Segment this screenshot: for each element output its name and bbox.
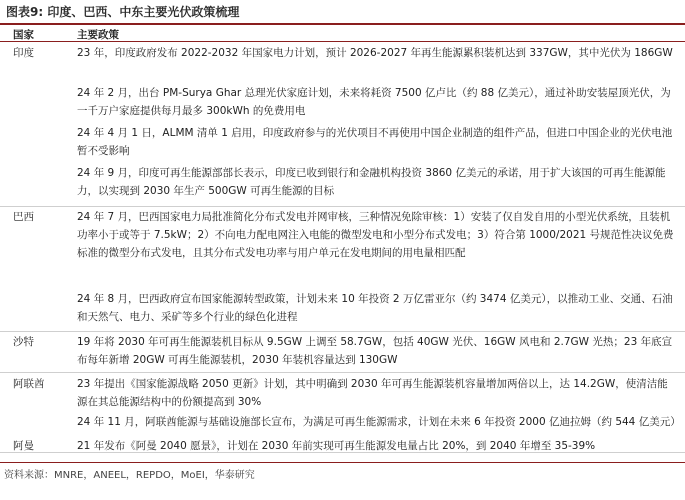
country-oman: 阿曼	[13, 440, 34, 452]
header-country: 国家	[13, 29, 34, 41]
policy-india-1: 23 年，印度政府发布 2022-2032 年国家电力计划，预计 2026-2027 年再生能源累积装机达到 337GW，其中光伏为 186GW	[77, 47, 673, 59]
policy-india-4: 24 年 9 月，印度可再生能源部部长表示，印度已收到银行和金融机构投资 3860 亿美元的承诺，用于扩大该国的可再生能源能力，以实现到 2030 年生产 500GW 可再生能源的目标	[77, 167, 666, 197]
policy-oman-1: 21 年发布《阿曼 2040 愿景》，计划在 2030 年前实现可再生能源发电量占比 20%，到 2040 年增至 35-39%	[77, 440, 596, 452]
figure-title: 图表9: 印度、巴西、中东主要光伏政策梳理	[6, 5, 240, 19]
row-separator	[0, 331, 685, 332]
country-brazil: 巴西	[13, 211, 34, 223]
policy-india-3: 24 年 4 月 1 日，ALMM 清单 1 启用，印度政府参与的光伏项目不再使用中国企业制造的组件产品，但进口中国企业的光伏电池暂不受影响	[77, 127, 673, 157]
country-india: 印度	[13, 47, 34, 59]
country-saudi: 沙特	[13, 336, 34, 348]
title-rule	[0, 23, 685, 25]
policy-saudi-1: 19 年将 2030 年可再生能源装机目标从 9.5GW 上调至 58.7GW，包括 40GW 光伏、16GW 风电和 2.7GW 光热；23 年底宣布每年新增 20GW 可再生能源装机，2030 年装机容量达到 130GW	[77, 336, 673, 366]
policy-india-2: 24 年 2 月，出台 PM-Surya Ghar 总理光伏家庭计划，未来将耗资 7500 亿卢比（约 88 亿美元），通过补助安装屋顶光伏，为一千万户家庭提供每月最多 300kWh 的免费用电	[77, 87, 671, 117]
country-uae: 阿联酋	[13, 378, 45, 390]
policy-uae-1: 23 年提出《国家能源战略 2050 更新》计划，其中明确到 2030 年可再生能源装机容量增加两倍以上，达 14.2GW，使清洁能源在其总能源结构中的份额提高到 30%	[77, 378, 668, 408]
row-separator	[0, 372, 685, 373]
header-policy: 主要政策	[77, 29, 119, 41]
policy-brazil-2: 24 年 8 月，巴西政府宣布国家能源转型政策，计划未来 10 年投资 2 万亿雷亚尔（约 3474 亿美元），以推动工业、交通、石油和天然气、电力、采矿等多个行业的绿色化进程	[77, 293, 673, 323]
source-note: 资料来源：MNRE，ANEEL，REPDO，MoEI，华泰研究	[4, 470, 255, 481]
header-rule	[0, 41, 685, 42]
table-bottom-rule	[0, 462, 685, 463]
policy-uae-2: 24 年 11 月，阿联酋能源与基础设施部长宣布，为满足可再生能源需求，计划在未来 6 年投资 2000 亿迪拉姆（约 544 亿美元）	[77, 416, 681, 428]
policy-brazil-1: 24 年 7 月，巴西国家电力局批准简化分布式发电并网审核，三种情况免除审核：1）安装了仅自发自用的小型光伏系统，且装机功率小于或等于 7.5kW；2）不向电力配电网注入电能的微型发电和小型分布式发电；3）符合第 1000/2021 号规范性决议免费标准的微型分布式发电，且其分布式发电功率与用户单元在发电期间的用电量相匹配	[77, 211, 674, 259]
row-separator	[0, 206, 685, 207]
